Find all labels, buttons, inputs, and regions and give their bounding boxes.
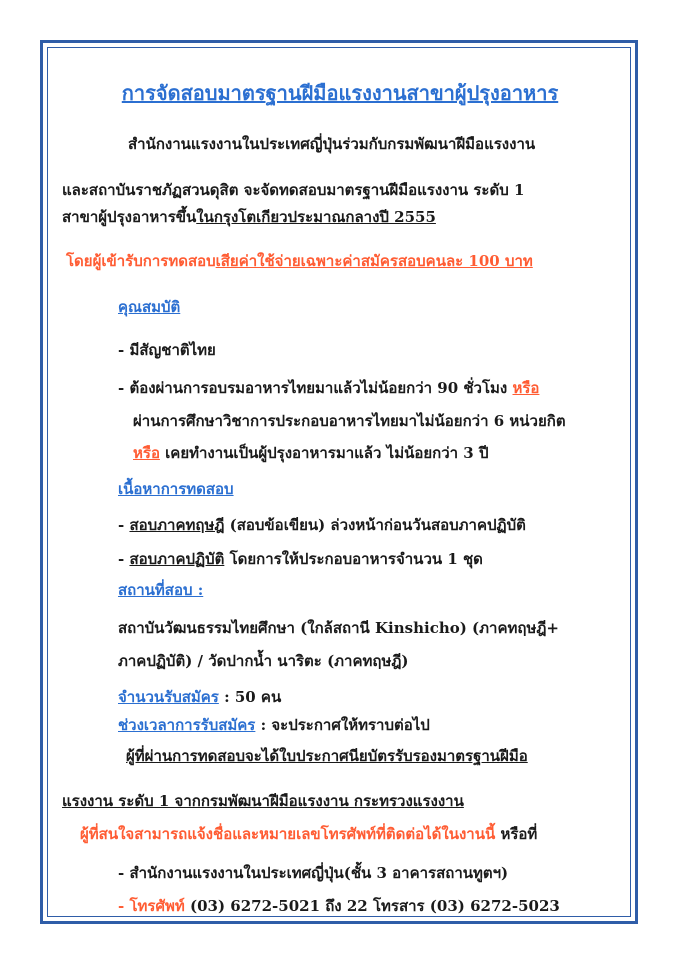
venue-line-2: ภาคปฏิบัติ) / วัดปากน้ำ นาริตะ (ภาคทฤษฎี): [118, 652, 409, 670]
contact-phone: - โทรศัพท์ (03) 6272-5021 ถึง 22 โทรสาร (03) 6272-5023: [118, 897, 560, 915]
venue-heading: สถานที่สอบ :: [118, 581, 204, 599]
venue-line-1: สถาบันวัฒนธรรมไทยศึกษา (ใกล้สถานี Kinshicho) (ภาคทฤษฎี+: [118, 619, 559, 637]
qualification-item-2: - ต้องผ่านการอบรมอาหารไทยมาแล้วไม่น้อยกว่า 90 ชั่วโมง หรือ: [118, 379, 540, 397]
qualifications-heading: คุณสมบัติ: [118, 298, 181, 316]
capacity-line: จำนวนรับสมัคร : 50 คน: [118, 688, 282, 706]
or-word: หรือ: [512, 379, 540, 397]
page-title: การจัดสอบมาตรฐานฝีมือแรงงานสาขาผู้ปรุงอาหาร: [121, 81, 559, 105]
contact-line: ผู้ที่สนใจสามารถแจ้งชื่อและหมายเลขโทรศัพท์ที่ติดต่อได้ในงานนี้ หรือที่: [80, 825, 538, 843]
intro-line-1: สำนักงานแรงงานในประเทศญี่ปุ่นร่วมกับกรมพัฒนาฝีมือแรงงาน: [128, 135, 536, 153]
certificate-line-2: แรงงาน ระดับ 1 จากกรมพัฒนาฝีมือแรงงาน กระทรวงแรงงาน: [62, 792, 464, 810]
content-item-practice: - สอบภาคปฏิบัติ โดยการให้ประกอบอาหารจำนวน 1 ชุด: [118, 550, 483, 568]
contact-office: - สำนักงานแรงงานในประเทศญี่ปุ่น(ชั้น 3 อาคารสถานทูตฯ): [118, 864, 509, 882]
fee-line: โดยผู้เข้ารับการทดสอบเสียค่าใช้จ่ายเฉพาะค่าสมัครสอบคนละ 100 บาท: [66, 252, 533, 270]
qualification-item-2-line-3: หรือ เคยทำงานเป็นผู้ปรุงอาหารมาแล้ว ไม่น้อยกว่า 3 ปี: [133, 444, 489, 462]
intro-line-3: สาขาผู้ปรุงอาหารขึ้นในกรุงโตเกียวประมาณกลางปี 2555: [62, 208, 436, 226]
period-line: ช่วงเวลาการรับสมัคร : จะประกาศให้ทราบต่อไป: [118, 716, 430, 734]
intro-line-2: และสถาบันราชภัฏสวนดุสิต จะจัดทดสอบมาตรฐานฝีมือแรงงาน ระดับ 1: [62, 181, 525, 199]
or-word: หรือ: [133, 444, 160, 462]
content-item-theory: - สอบภาคทฤษฎี (สอบข้อเขียน) ล่วงหน้าก่อนวันสอบภาคปฏิบัติ: [118, 516, 526, 534]
qualification-item-2-line-2: ผ่านการศึกษาวิชาการประกอบอาหารไทยมาไม่น้อยกว่า 6 หน่วยกิต: [133, 412, 566, 430]
content-heading: เนื้อหาการทดสอบ: [118, 480, 234, 498]
qualification-item-1: - มีสัญชาติไทย: [118, 341, 216, 359]
certificate-line-1: ผู้ที่ผ่านการทดสอบจะได้ใบประกาศนียบัตรรับรองมาตรฐานฝีมือ: [126, 747, 528, 765]
